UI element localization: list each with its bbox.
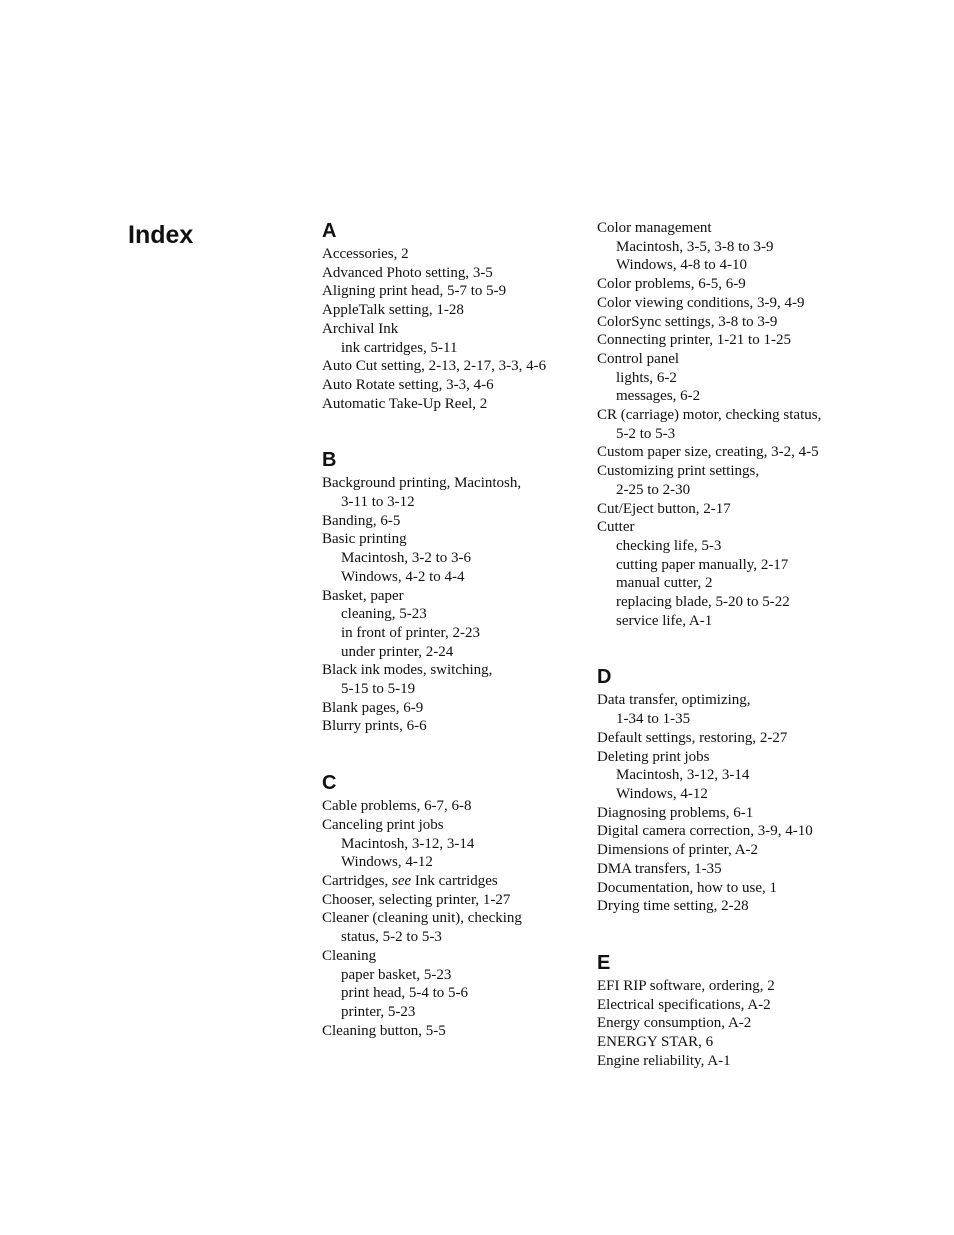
- index-entry: Archival Ink: [322, 320, 399, 337]
- index-column-2: [597, 217, 859, 1103]
- section-letter: D: [597, 666, 612, 689]
- index-entry: Color problems, 6-5, 6-9: [597, 276, 746, 293]
- index-subentry: checking life, 5-3: [616, 537, 722, 554]
- index-entry: EFI RIP software, ordering, 2: [597, 977, 775, 994]
- index-section: [322, 446, 584, 736]
- index-entry: status, 5-2 to 5-3: [341, 929, 442, 946]
- index-entry: Automatic Take-Up Reel, 2: [322, 395, 488, 412]
- index-entry: Background printing, Macintosh,: [322, 475, 522, 492]
- index-entry: Cleaning button, 5-5: [322, 1022, 446, 1039]
- index-entry: Blurry prints, 6-6: [322, 718, 427, 735]
- index-subentry: messages, 6-2: [616, 388, 701, 405]
- index-entry: 5-15 to 5-19: [341, 681, 416, 698]
- index-entry: Black ink modes, switching,: [322, 662, 493, 679]
- index-subentry: replacing blade, 5-20 to 5-22: [616, 594, 790, 611]
- index-entry: Digital camera correction, 3-9, 4-10: [597, 823, 813, 840]
- index-entry: Diagnosing problems, 6-1: [597, 804, 754, 821]
- index-section: [597, 219, 859, 630]
- index-subentry: under printer, 2-24: [341, 643, 454, 660]
- section-letter: E: [597, 951, 611, 974]
- index-entry: Canceling print jobs: [322, 816, 444, 833]
- index-subentry: service life, A-1: [616, 612, 713, 629]
- page-title: Index: [128, 221, 194, 249]
- section-letter: C: [322, 772, 337, 795]
- index-subentry: Windows, 4-12: [616, 785, 708, 802]
- index-section: [597, 663, 859, 915]
- index-entry: Electrical specifications, A-2: [597, 996, 771, 1013]
- index-entry: Custom paper size, creating, 3-2, 4-5: [597, 444, 819, 461]
- index-entry: Chooser, selecting printer, 1-27: [322, 891, 511, 908]
- index-subentry: cleaning, 5-23: [341, 606, 427, 623]
- index-entry: Cable problems, 6-7, 6-8: [322, 798, 472, 815]
- index-subentry: Macintosh, 3-12, 3-14: [616, 767, 750, 784]
- index-section: [597, 949, 859, 1071]
- index-entry: Deleting print jobs: [597, 748, 710, 765]
- index-entry: Auto Cut setting, 2-13, 2-17, 3-3, 4-6: [322, 358, 547, 375]
- index-entry: Advanced Photo setting, 3-5: [322, 264, 493, 281]
- index-subentry: in front of printer, 2-23: [341, 624, 480, 641]
- index-subentry: Windows, 4-8 to 4-10: [616, 257, 748, 274]
- index-section: [322, 769, 584, 1040]
- index-entry: Cleaner (cleaning unit), checking: [322, 910, 522, 927]
- index-subentry: printer, 5-23: [341, 1003, 416, 1020]
- index-entry: Basic printing: [322, 531, 407, 548]
- index-subentry: cutting paper manually, 2-17: [616, 556, 789, 573]
- index-entry: Auto Rotate setting, 3-3, 4-6: [322, 376, 494, 393]
- index-entry: Customizing print settings,: [597, 463, 760, 480]
- index-entry: Banding, 6-5: [322, 512, 401, 529]
- index-subentry: Macintosh, 3-2 to 3-6: [341, 550, 471, 567]
- index-entry: Blank pages, 6-9: [322, 699, 424, 716]
- index-entry: Default settings, restoring, 2-27: [597, 729, 788, 746]
- index-entry: Connecting printer, 1-21 to 1-25: [597, 332, 791, 349]
- index-column-1: [322, 217, 584, 1073]
- index-entry: 3-11 to 3-12: [341, 494, 415, 511]
- index-entry: Data transfer, optimizing,: [597, 692, 751, 709]
- index-subentry: Windows, 4-12: [341, 854, 433, 871]
- index-entry: ColorSync settings, 3-8 to 3-9: [597, 313, 778, 330]
- index-entry: AppleTalk setting, 1-28: [322, 302, 464, 319]
- index-entry: Accessories, 2: [322, 246, 409, 262]
- index-entry: 5-2 to 5-3: [616, 425, 676, 442]
- index-subentry: lights, 6-2: [616, 369, 677, 386]
- index-subentry: paper basket, 5-23: [341, 966, 452, 983]
- index-entry: Cartridges, see Ink cartridges: [322, 872, 498, 889]
- index-entry: DMA transfers, 1-35: [597, 860, 722, 877]
- section-letter: A: [322, 220, 337, 242]
- index-entry: Engine reliability, A-1: [597, 1052, 731, 1069]
- index-entry: Control panel: [597, 350, 680, 367]
- index-entry: Basket, paper: [322, 587, 404, 604]
- index-entry: Color viewing conditions, 3-9, 4-9: [597, 294, 805, 311]
- index-subentry: Windows, 4-2 to 4-4: [341, 568, 465, 585]
- index-subentry: manual cutter, 2: [616, 575, 713, 592]
- index-entry: Cleaning: [322, 947, 377, 964]
- index-entry: 2-25 to 2-30: [616, 481, 691, 498]
- index-entry: 1-34 to 1-35: [616, 711, 691, 728]
- index-entry: Color management: [597, 220, 712, 236]
- index-subentry: Macintosh, 3-12, 3-14: [341, 835, 475, 852]
- index-entry: Drying time setting, 2-28: [597, 898, 749, 915]
- index-entry: Cut/Eject button, 2-17: [597, 500, 731, 517]
- index-entry: Energy consumption, A-2: [597, 1015, 752, 1032]
- index-section: [322, 217, 584, 413]
- index-subentry: Macintosh, 3-5, 3-8 to 3-9: [616, 238, 774, 255]
- index-entry: Dimensions of printer, A-2: [597, 842, 759, 859]
- index-subentry: ink cartridges, 5-11: [341, 339, 458, 356]
- index-entry: Documentation, how to use, 1: [597, 879, 777, 896]
- index-subentry: print head, 5-4 to 5-6: [341, 985, 469, 1002]
- index-entry: CR (carriage) motor, checking status,: [597, 407, 822, 424]
- index-entry: ENERGY STAR, 6: [597, 1034, 714, 1051]
- section-letter: B: [322, 449, 337, 472]
- index-entry: Cutter: [597, 519, 635, 536]
- index-entry: Aligning print head, 5-7 to 5-9: [322, 283, 507, 300]
